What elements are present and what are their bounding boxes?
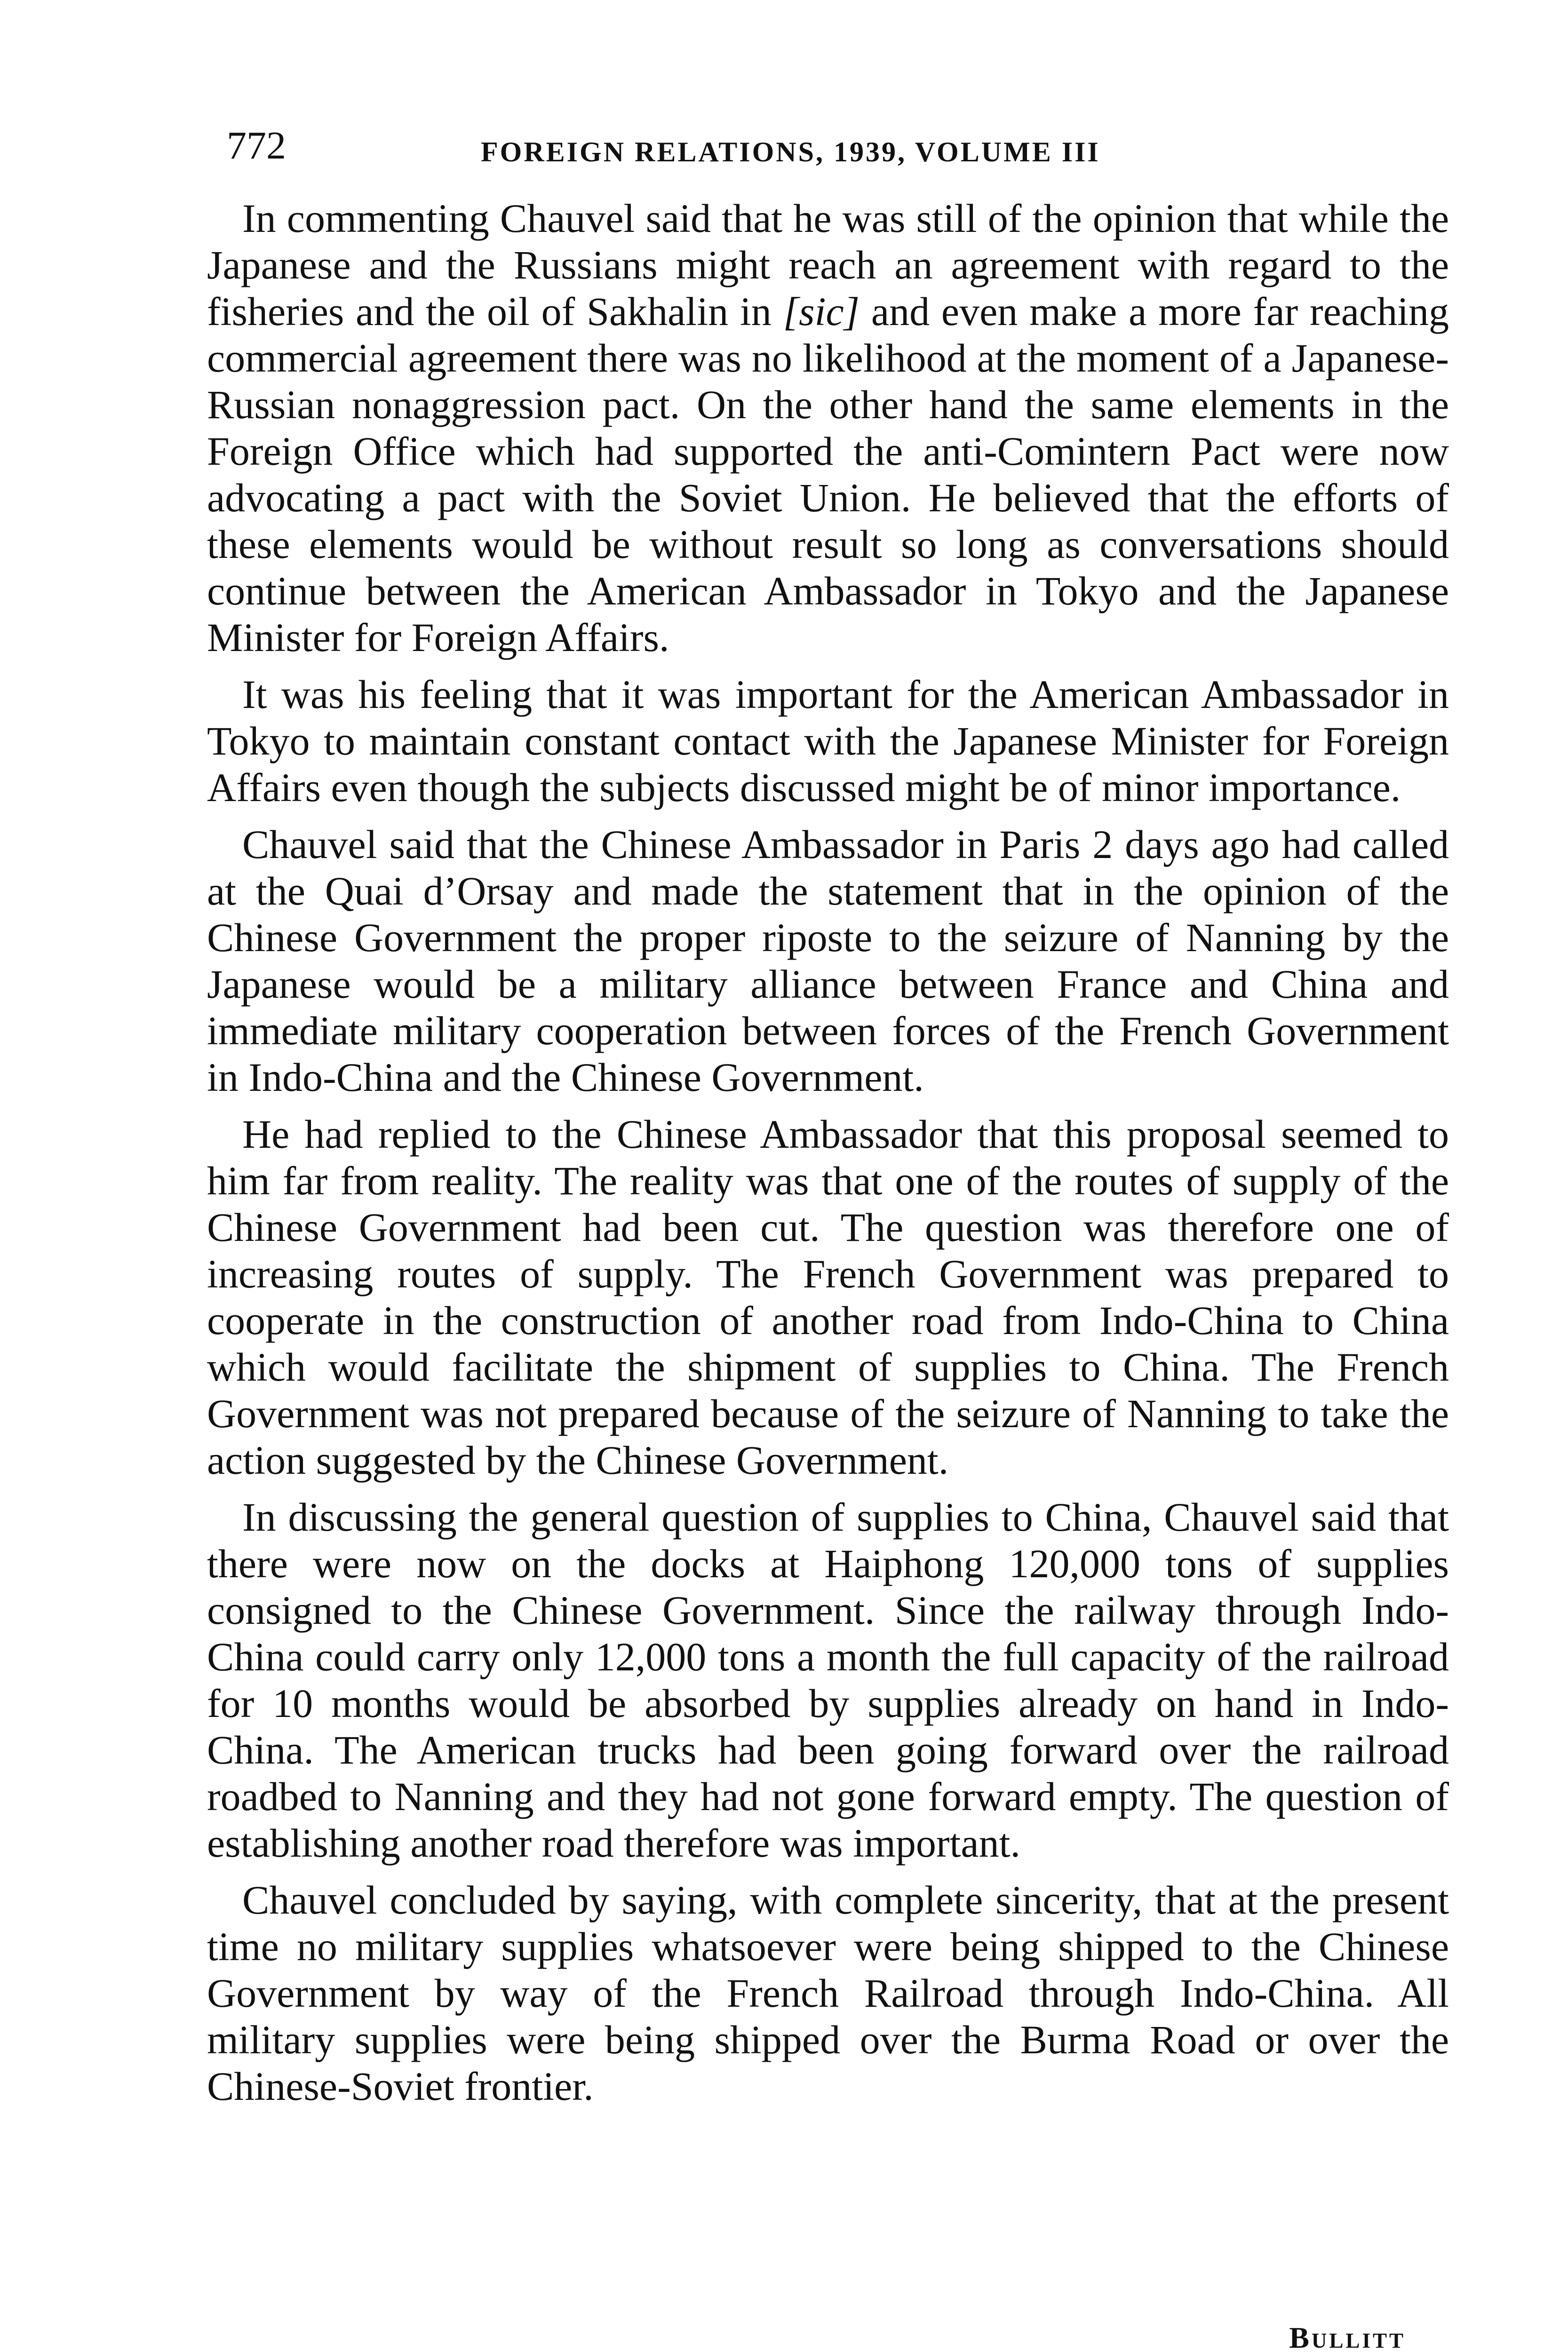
paragraph-2: It was his feeling that it was important for the American Ambassador in Tokyo to maintain constant contact with the Japanese Minister for Foreign Affairs even though the subjects discussed might be of minor importance.: [207, 672, 1449, 810]
paragraph-5: In discussing the general question of supplies to China, Chauvel said that there were now on the docks at Haiphong 120,000 tons of supplies consigned to the Chinese Government. Since the railway through Indo-China could carry only 12,000 tons a month the full capacity of the railroad for 10 months would be absorbed by supplies already on hand in Indo-China. The American trucks had been going forward over the railroad roadbed to Nanning and they had not gone forward empty. The question of establishing another road therefore was important.: [207, 1494, 1449, 1866]
signature: Bullitt: [1289, 2321, 1406, 2352]
page-number: 772: [227, 124, 286, 167]
paragraph-3: Chauvel said that the Chinese Ambassador in Paris 2 days ago had called at the Quai d’Orsay and made the statement that in the opinion of the Chinese Government the proper riposte to the seizure of Nanning by the Japanese would be a military alliance between France and China and immediate military cooperation between forces of the French Government in Indo-China and the Chinese Government.: [207, 822, 1449, 1100]
page-header: [227, 120, 1436, 181]
paragraph-6: Chauvel concluded by saying, with complete sincerity, that at the present time no military supplies whatsoever were being shipped to the Chinese Government by way of the French Railroad through Indo-China. All military supplies were being shipped over the Burma Road or over the Chinese-Soviet frontier.: [207, 1877, 1449, 2109]
running-head: FOREIGN RELATIONS, 1939, VOLUME III: [481, 136, 1100, 167]
document-body: [207, 195, 1449, 2120]
paragraph-1-text-after: and even make a more far reaching commercial agreement there was no likelihood at the moment of a Japanese-Russian nonaggression pact. On the other hand the same elements in the Foreign Office which had supported the anti-Comintern Pact were now advocating a pact with the Soviet Union. He believed that the efforts of these elements would be without result so long as conversations should continue between the American Ambassador in Tokyo and the Japanese Minister for Foreign Affairs.: [207, 289, 1449, 660]
sic-note: [sic]: [783, 289, 860, 334]
paragraph-4: He had replied to the Chinese Ambassador that this proposal seemed to him far from reality. The reality was that one of the routes of supply of the Chinese Government had been cut. The question was therefore one of increasing routes of supply. The French Government was prepared to cooperate in the construction of another road from Indo-China to China which would facilitate the shipment of supplies to China. The French Government was not prepared because of the seizure of Nanning to take the action suggested by the Chinese Government.: [207, 1112, 1449, 1483]
paragraph-1: [207, 195, 1449, 661]
paragraph-1-text-before: In commenting Chauvel said that he was still of the opinion that while the Japanese and the Russians might reach an agreement with regard to the fisheries and the oil of Sakhalin in: [207, 196, 1449, 334]
